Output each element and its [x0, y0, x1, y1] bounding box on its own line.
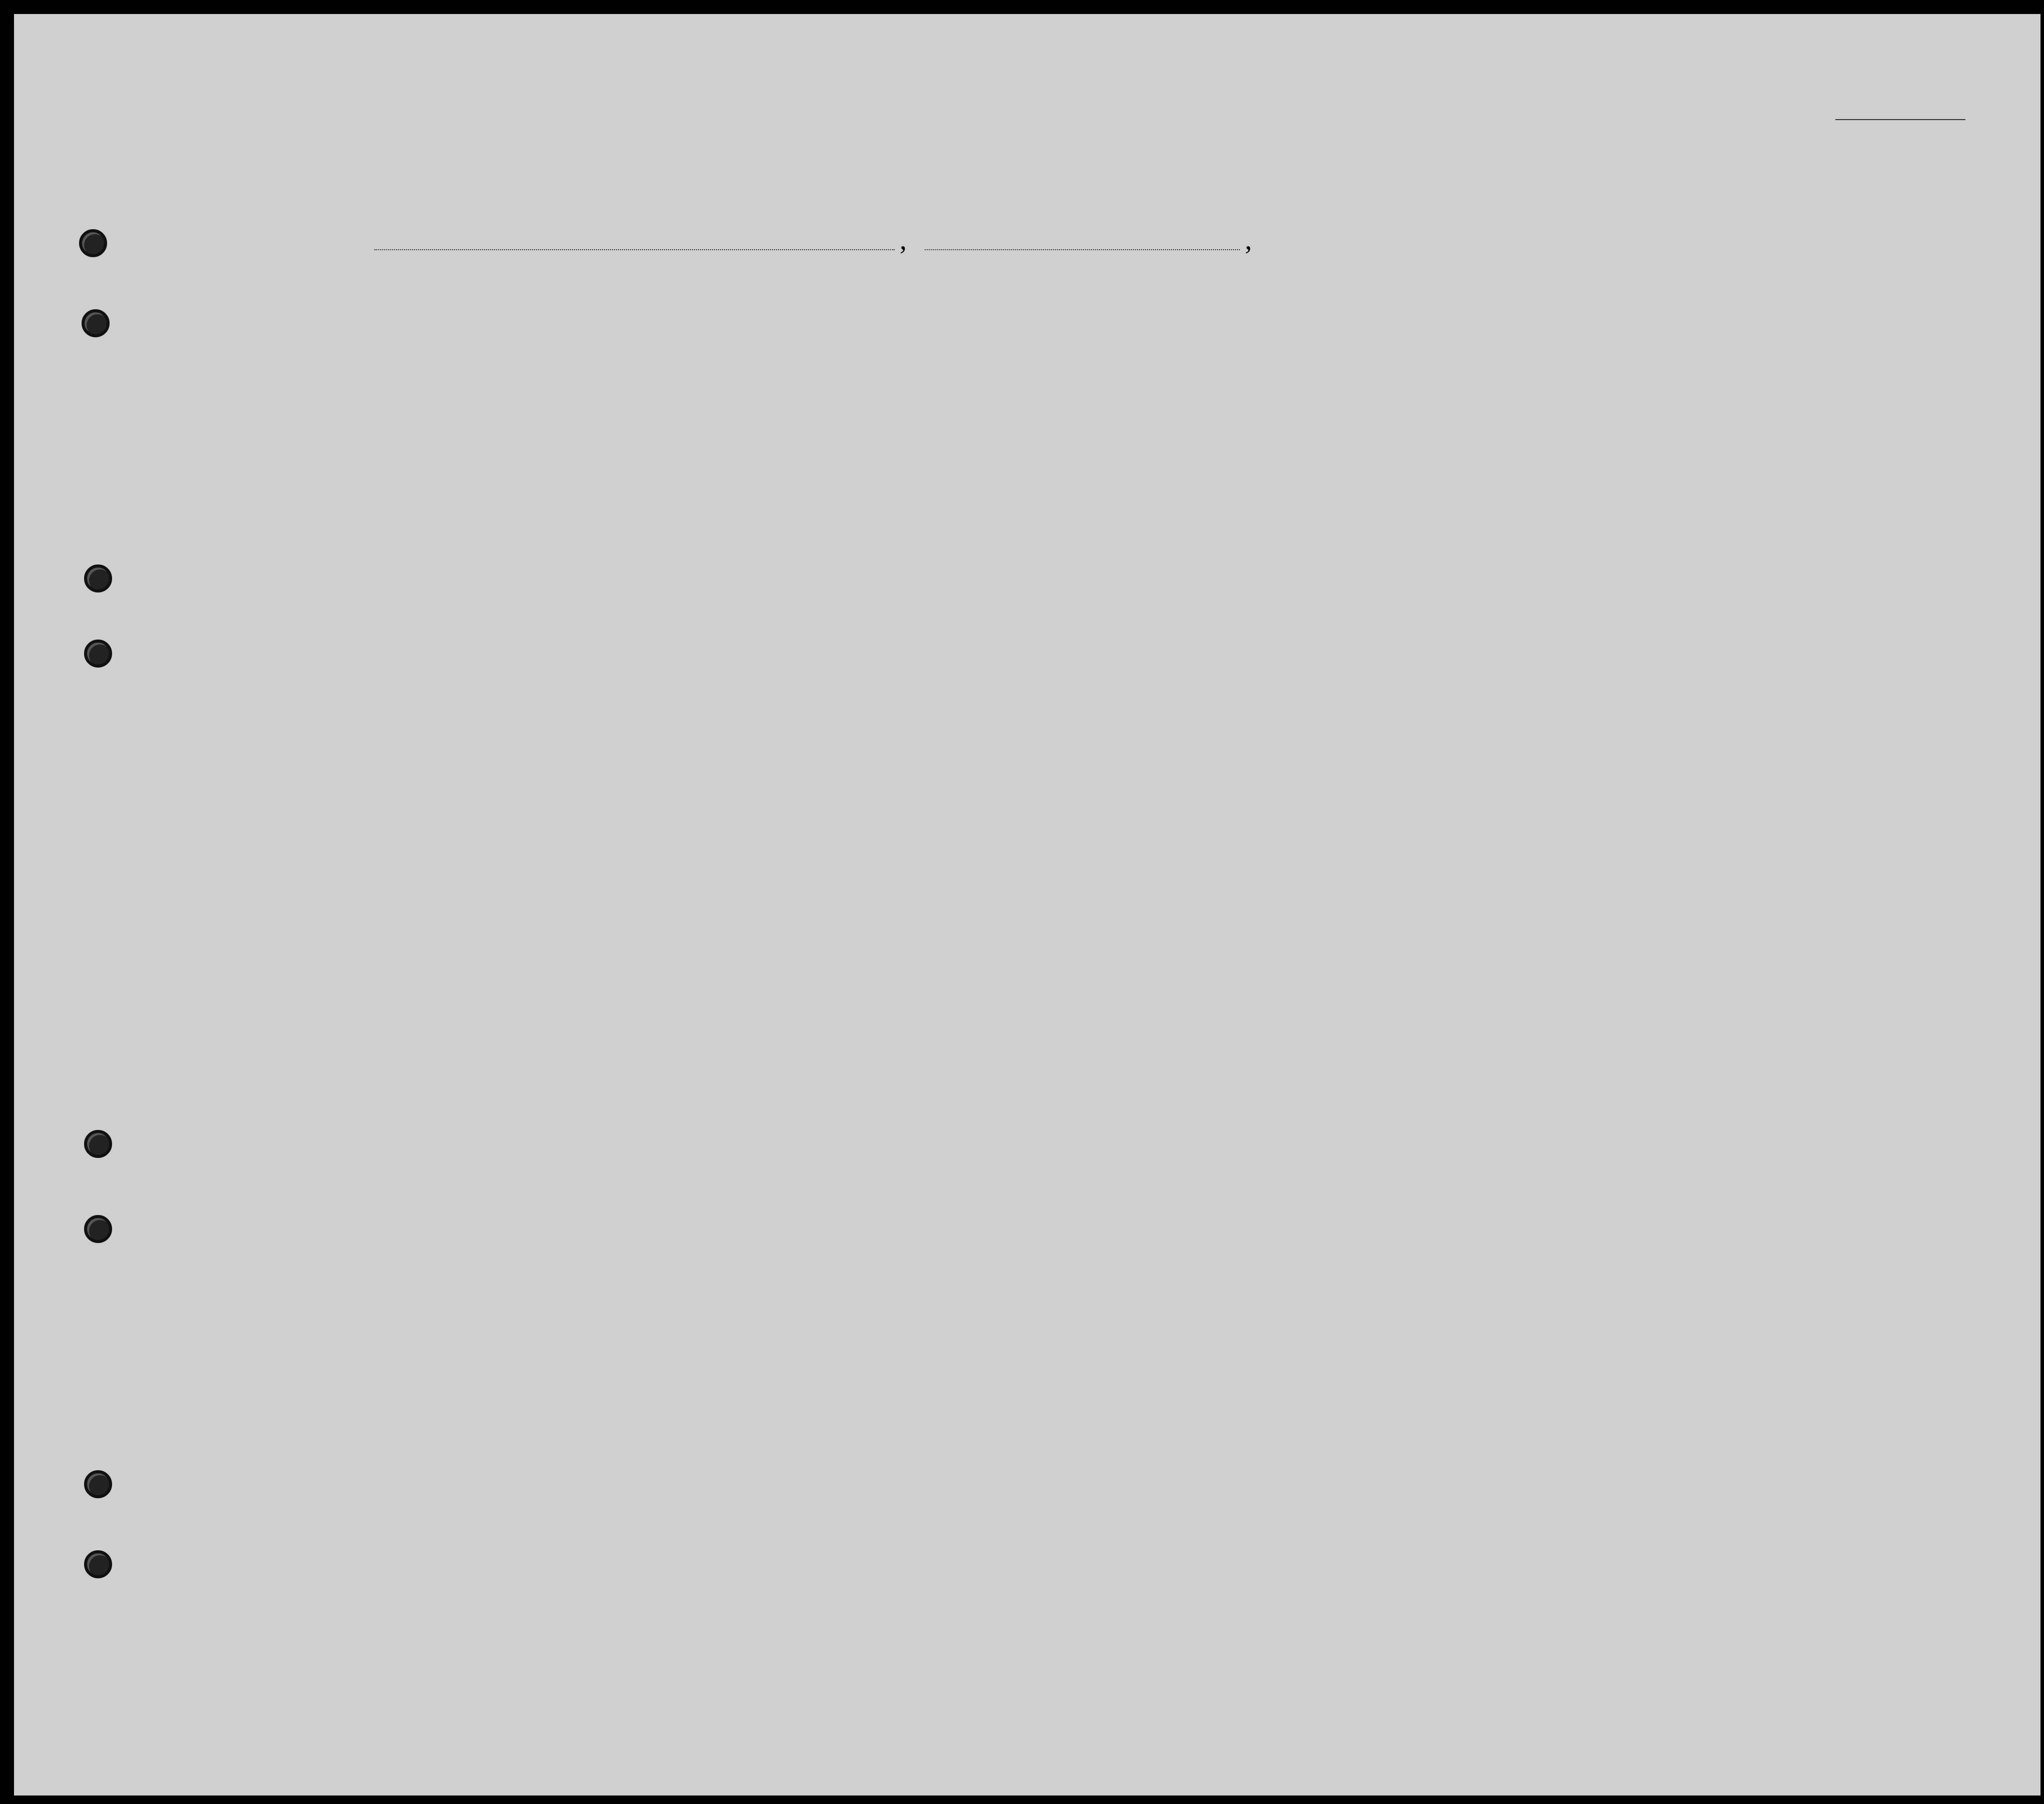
comma: , [900, 225, 907, 256]
comma: , [1245, 225, 1252, 256]
manifest-sheet [14, 14, 2040, 1795]
check-marks [14, 14, 2040, 1795]
